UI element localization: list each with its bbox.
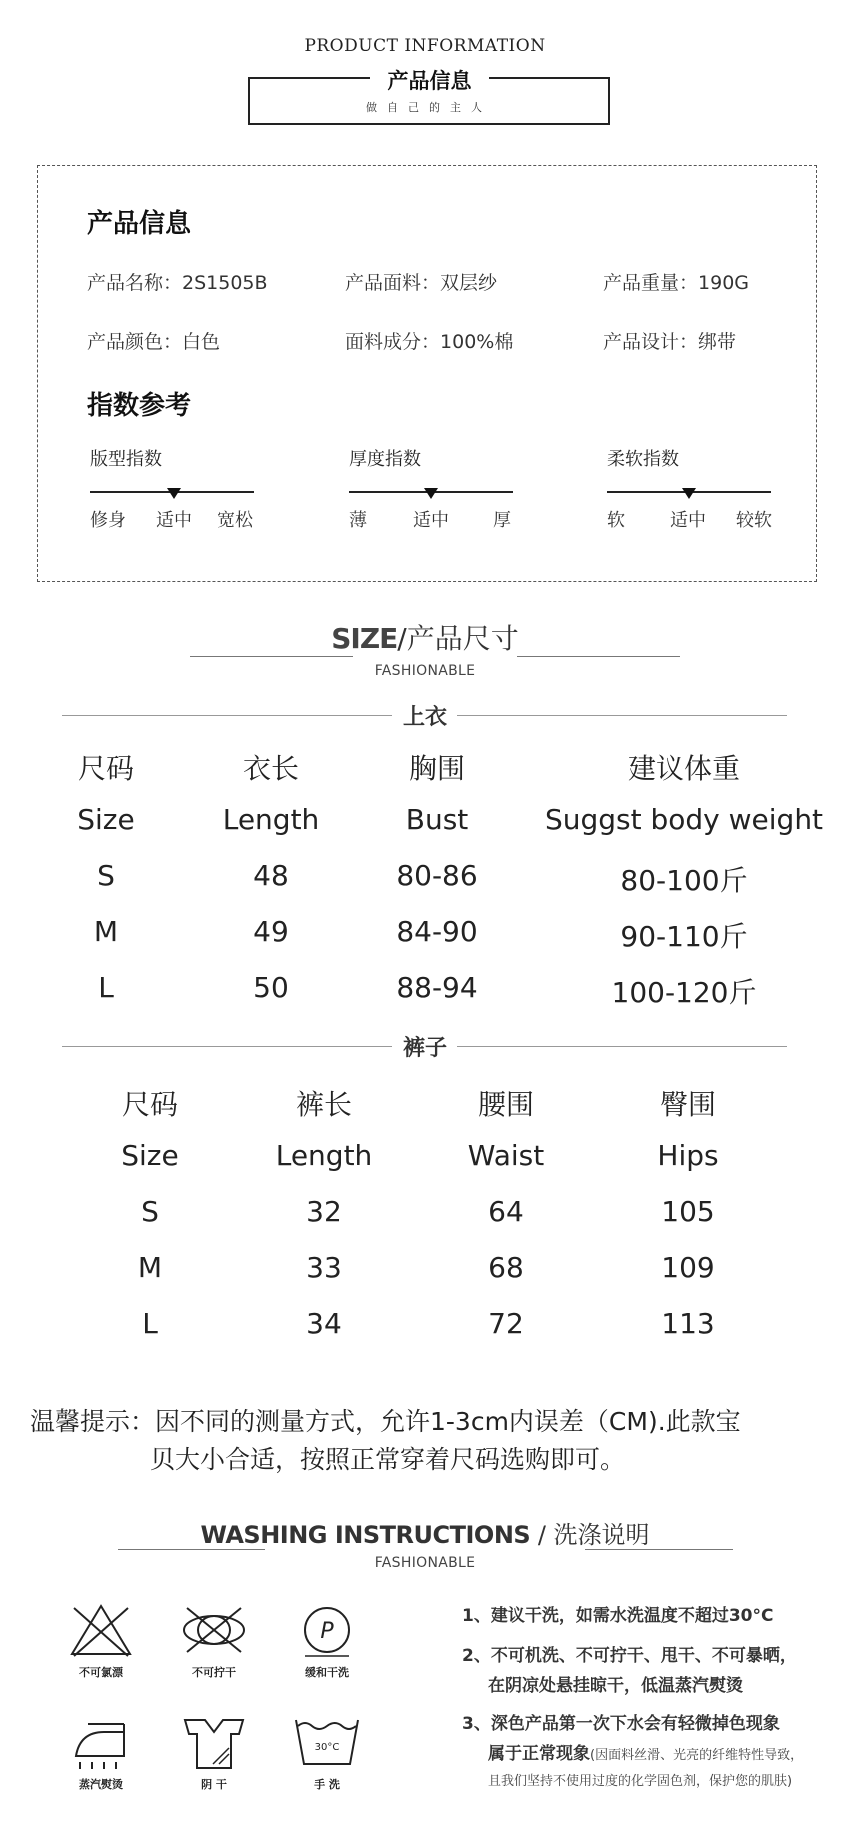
gentle-dryclean-icon	[292, 1600, 362, 1660]
icon-caption: 阴 干	[201, 1778, 227, 1791]
table-cell: 80-100斤	[620, 864, 748, 897]
header-tagline: 做自己的主人	[366, 101, 492, 114]
index-tick: 薄	[349, 510, 367, 531]
hand-wash-temp: 30°C	[314, 1742, 340, 1753]
hand-wash-icon	[292, 1712, 362, 1772]
table-cell: 113	[661, 1307, 715, 1340]
wash-rule-3c: 且我们坚持不使用过度的化学固色剂，保护您的肌肤)	[488, 1774, 793, 1789]
table-cell: M	[93, 915, 119, 948]
size-section-title	[0, 617, 850, 657]
table-cell: 90-110斤	[620, 920, 748, 953]
index-marker-icon	[424, 488, 438, 499]
index-tick: 适中	[670, 510, 706, 531]
pants-header-en: Hips	[657, 1139, 719, 1172]
wash-rule-3a: 3、深色产品第一次下水会有轻微掉色现象	[462, 1714, 780, 1734]
pants-header-en: Size	[121, 1139, 179, 1172]
field-label: 产品颜色：	[87, 331, 183, 353]
top-header-cn: 衣长	[242, 752, 300, 785]
table-cell: 88-94	[396, 971, 478, 1004]
info-field-color	[87, 327, 220, 354]
table-cell: 33	[306, 1251, 342, 1284]
table-cell: S	[97, 859, 115, 892]
pants-header-en: Length	[275, 1139, 373, 1172]
index-name-thickness: 厚度指数	[349, 449, 421, 470]
table-cell: 64	[488, 1195, 524, 1228]
table-cell: 80-86	[396, 859, 478, 892]
washing-rule-right	[585, 1549, 733, 1550]
pants-header-cn: 臀围	[659, 1088, 717, 1121]
table-cell: 84-90	[396, 915, 478, 948]
top-header-cn: 胸围	[408, 752, 466, 785]
top-header-en: Length	[222, 803, 320, 836]
table-cell: 34	[306, 1307, 342, 1340]
washing-rule-left	[118, 1549, 265, 1550]
index-tick: 宽松	[217, 510, 253, 531]
top-header-en: Suggst body weight	[544, 803, 824, 836]
size-title-rest: /产品尺寸	[397, 622, 519, 655]
table-cell: 32	[306, 1195, 342, 1228]
icon-caption: 蒸汽熨烫	[79, 1778, 123, 1791]
washing-title	[0, 1515, 850, 1550]
table-cell: 68	[488, 1251, 524, 1284]
field-value: 白色	[182, 331, 221, 353]
size-rule-right	[517, 656, 680, 657]
field-value: 2S1505B	[182, 272, 268, 294]
pants-table-label: 裤子	[402, 1036, 447, 1061]
wash-rule-1: 1、建议干洗，如需水洗温度不超过30°C	[462, 1606, 774, 1626]
field-label: 产品设计：	[603, 331, 699, 353]
tip-line-2: 贝大小合适，按照正常穿着尺码选购即可。	[150, 1445, 626, 1474]
icon-caption: 不可氯漂	[79, 1666, 123, 1679]
no-bleach-icon	[66, 1600, 136, 1660]
washing-title-bold: WASHING INSTRUCTIONS	[200, 1521, 531, 1549]
washing-subtitle: FASHIONABLE	[374, 1555, 476, 1571]
pants-header-en: Waist	[467, 1139, 545, 1172]
tip-line-1: 温馨提示：因不同的测量方式，允许1-3cm内误差（CM).此款宝	[30, 1407, 741, 1436]
top-header-cn: 尺码	[77, 752, 135, 785]
table-cell: L	[142, 1307, 158, 1340]
icon-caption: 手 洗	[314, 1778, 340, 1791]
pants-header-cn: 裤长	[295, 1088, 353, 1121]
field-value: 190G	[698, 272, 750, 294]
index-name-fit: 版型指数	[90, 449, 162, 470]
pants-header-cn: 尺码	[121, 1088, 179, 1121]
wash-rule-3b-text: 属于正常现象	[488, 1744, 590, 1764]
info-field-composition	[345, 327, 513, 354]
index-marker-icon	[167, 488, 181, 499]
icon-caption: 不可拧干	[192, 1666, 236, 1679]
index-tick: 修身	[90, 510, 126, 531]
field-label: 产品面料：	[345, 272, 441, 294]
table-cell: 50	[253, 971, 289, 1004]
wash-rule-2b: 在阴凉处悬挂晾干，低温蒸汽熨烫	[488, 1676, 743, 1696]
top-table-label: 上衣	[402, 705, 447, 730]
info-field-fabric	[345, 268, 497, 295]
index-tick: 厚	[493, 510, 511, 531]
wash-rule-3b-note: (因面料丝滑、光亮的纤维特性导致，	[590, 1748, 804, 1763]
header-en-title: PRODUCT INFORMATION	[304, 36, 546, 56]
field-value: 双层纱	[440, 272, 498, 294]
wash-rule-2a: 2、不可机洗、不可拧干、甩干、不可暴晒，	[462, 1646, 797, 1666]
header-cn-title: 产品信息	[387, 69, 472, 93]
steam-iron-icon	[66, 1712, 136, 1772]
index-tick: 软	[607, 510, 625, 531]
table-cell: 100-120斤	[611, 976, 757, 1009]
info-field-weight	[603, 268, 749, 295]
size-subtitle: FASHIONABLE	[374, 663, 476, 679]
table-cell: 109	[661, 1251, 715, 1284]
info-heading: 产品信息	[87, 209, 192, 239]
no-wring-icon	[179, 1600, 249, 1660]
field-value: 100%棉	[440, 331, 514, 353]
info-field-name	[87, 268, 268, 295]
pants-header-cn: 腰围	[477, 1088, 535, 1121]
icon-caption: 缓和干洗	[305, 1666, 349, 1679]
field-value: 绑带	[698, 331, 737, 353]
index-marker-icon	[682, 488, 696, 499]
index-heading: 指数参考	[87, 391, 192, 421]
index-name-softness: 柔软指数	[607, 449, 679, 470]
dryclean-letter: P	[320, 1619, 334, 1644]
wash-rule-3b	[488, 1739, 803, 1764]
table-cell: 49	[253, 915, 289, 948]
size-rule-left	[190, 656, 353, 657]
shade-dry-icon	[179, 1712, 249, 1772]
top-header-cn: 建议体重	[627, 752, 741, 785]
table-cell: S	[141, 1195, 159, 1228]
size-title-bold: SIZE	[331, 622, 398, 655]
table-cell: M	[137, 1251, 163, 1284]
top-header-en: Size	[77, 803, 135, 836]
washing-title-rest: / 洗涤说明	[530, 1521, 650, 1549]
index-tick: 适中	[413, 510, 449, 531]
info-field-design	[603, 327, 736, 354]
table-cell: 72	[488, 1307, 524, 1340]
index-tick: 较软	[736, 510, 772, 531]
table-cell: 105	[661, 1195, 715, 1228]
index-tick: 适中	[156, 510, 192, 531]
field-label: 产品重量：	[603, 272, 699, 294]
field-label: 产品名称：	[87, 272, 183, 294]
table-cell: L	[98, 971, 114, 1004]
top-header-en: Bust	[405, 803, 469, 836]
table-cell: 48	[253, 859, 289, 892]
field-label: 面料成分：	[345, 331, 441, 353]
